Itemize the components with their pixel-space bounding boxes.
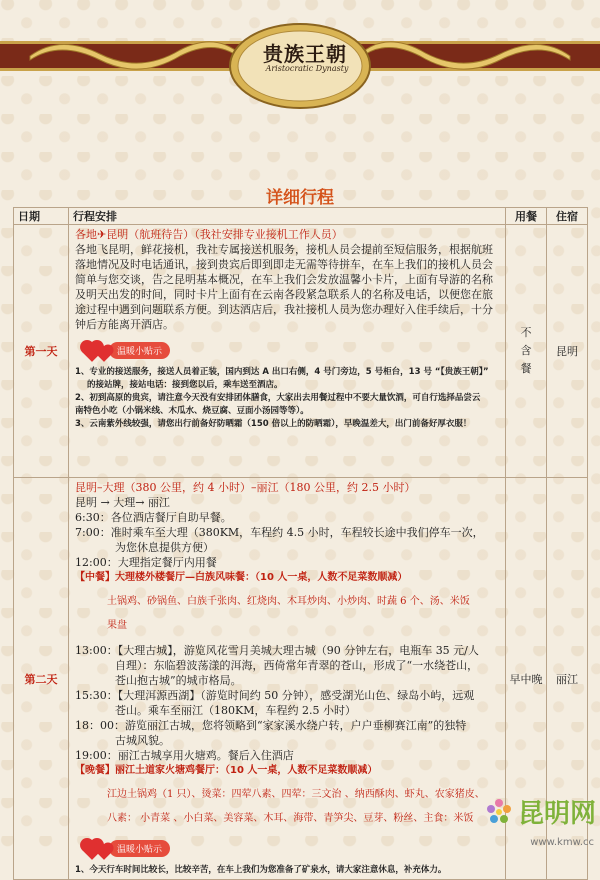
schedule-line: 古城风貌。 bbox=[115, 734, 170, 747]
brand-logo: 贵族王朝 bbox=[263, 42, 347, 66]
header-date: 日期 bbox=[14, 208, 69, 225]
note-line: 南特色小吃（小锅米线、木瓜水、烧豆腐、豆面小汤园等等）。 bbox=[75, 406, 309, 416]
header-plan: 行程安排 bbox=[69, 208, 506, 225]
note-line: 2、初到高原的贵宾，请注意今天没有安排团体膳食，大家出去用餐过程中不要大量饮酒，可自行选择品尝云 bbox=[75, 393, 481, 403]
schedule-line: 自理）：东临碧波荡漾的洱海，西倚常年青翠的苍山，形成了“一水绕苍山， bbox=[115, 659, 479, 672]
day1-hotel: 昆明 bbox=[547, 225, 588, 478]
day1-content bbox=[69, 225, 506, 478]
schedule-line: 为您休息提供方便） bbox=[115, 541, 214, 554]
day1-meal: 不含餐 bbox=[506, 225, 547, 478]
schedule-line: 6:30：各位酒店餐厅自助早餐。 bbox=[75, 511, 232, 524]
day1-description: 各地飞昆明，鲜花接机，我社专属接送机服务，接机人员会提前至短信服务，根据航班落地情况及时电话通讯，接到贵宾后即到即走无需等待拼车，在车上我们的接机人员会简单与您交谈，告之昆明基本概况，在车上我们会发放温馨小卡片，上面有导游的名称及明天出发的时间，同时卡片上面有在云南各段紧急联系人的名称及电话，以便您在旅途过程中遇到问题联系方便。到达酒店后，我社接机人员为您办理好入住手续后，十分钟后方能离开酒店。 bbox=[75, 243, 493, 331]
note-line: 的接站牌，接站电话：接到您以后，乘车送至酒店。 bbox=[87, 380, 283, 390]
itinerary-table bbox=[13, 207, 588, 880]
note-line: 1、今天行车时间比较长，比较辛苦，在车上我们为您准备了矿泉水，请大家注意休息，补充体力。 bbox=[75, 865, 447, 875]
tip-badge: 温暖小贴示 bbox=[109, 840, 170, 857]
schedule-line: 苍山。乘车至丽江（180KM，车程约 2.5 小时） bbox=[115, 704, 356, 717]
schedule-line: 苍山抱古城”的城市格局。 bbox=[115, 674, 242, 687]
header-hotel: 住宿 bbox=[547, 208, 588, 225]
schedule-line: 18：00：游览丽江古城，您将领略到“家家溪水绕户转，户户垂柳赛江南”的独特 bbox=[75, 719, 467, 732]
flower-icon bbox=[484, 797, 514, 827]
day1-route: 各地✈昆明（航班待告）（我社安排专业接机工作人员） bbox=[75, 228, 343, 241]
day1-notes bbox=[75, 366, 501, 431]
watermark-text: 昆明网 bbox=[517, 799, 596, 829]
day2-route-sub: 昆明 → 大理→ 丽江 bbox=[75, 496, 170, 509]
day2-label: 第二天 bbox=[14, 478, 69, 880]
hearts-icon bbox=[75, 836, 113, 860]
table-header-row bbox=[14, 208, 588, 225]
schedule-line: 7:00：准时乘车至大理（380KM，车程约 4.5 小时，车程较长途中我们停车一次， bbox=[75, 526, 484, 539]
day1-row bbox=[14, 225, 588, 478]
day2-hotel: 丽江 bbox=[547, 478, 588, 880]
day2-content bbox=[69, 478, 506, 880]
hearts-icon bbox=[75, 338, 113, 362]
day2-meal: 早中晚 bbox=[506, 478, 547, 880]
lunch-title: 【中餐】大理楼外楼餐厅—白族风味餐：（10 人一桌，人数不足菜数顺减） bbox=[75, 572, 408, 583]
dinner-menu: 八素： 小青菜 、小白菜、美容菜、木耳、海带、青笋尖、豆芽、粉丝、主食：米饭 bbox=[107, 813, 474, 824]
page-title: 详细行程 bbox=[266, 188, 334, 208]
watermark bbox=[484, 793, 596, 830]
day2-notes bbox=[75, 864, 501, 877]
tip-badge: 温暖小贴示 bbox=[109, 342, 170, 359]
header-meal: 用餐 bbox=[506, 208, 547, 225]
schedule-line: 15:30：【大理洱源西湖】（游览时间约 50 分钟），感受湖光山色、绿岛小屿，远观 bbox=[75, 689, 475, 702]
schedule-line: 13:00：【大理古城】，游览风花雪月美城大理古城（90 分钟左右，电瓶车 35 元/人 bbox=[75, 644, 479, 657]
lunch-menu: 土锅鸡、砂锅鱼、白族千张肉、红烧肉、木耳炒肉、小炒肉、时蔬 6 个、汤、米饭 bbox=[107, 596, 470, 607]
day1-label: 第一天 bbox=[14, 225, 69, 478]
day1-tip bbox=[75, 338, 501, 362]
watermark-url: www.kmw.cc bbox=[530, 837, 594, 848]
dinner-title: 【晚餐】丽江土道家火塘鸡餐厅：（10 人一桌，人数不足菜数顺减） bbox=[75, 765, 378, 776]
note-line: 1、专业的接送服务，接送人员着正装，国内到达 A 出口右侧，4 号门旁边，5 号柜台，13 号 “【贵族王朝】” bbox=[75, 367, 489, 377]
schedule-line: 19:00：丽江古城享用火塘鸡。餐后入住酒店 bbox=[75, 749, 294, 762]
brand-subtitle: Aristocratic Dynasty bbox=[265, 64, 349, 73]
dinner-menu: 江边土锅鸡（1 只）、烫菜：四荤八素、四荤：三文治 、纳西酥肉、虾丸、农家猪皮、 bbox=[107, 789, 485, 800]
lunch-menu: 果盘 bbox=[107, 620, 127, 631]
schedule-line: 12:00：大理指定餐厅内用餐 bbox=[75, 556, 217, 569]
note-line: 3、云南紫外线较强，请您出行前备好防晒霜（150 倍以上的防晒霜），早晚温差大，出门前备好厚衣服！ bbox=[75, 419, 472, 429]
day2-tip bbox=[75, 836, 501, 860]
day2-route: 昆明–大理（380 公里，约 4 小时）–丽江（180 公里，约 2.5 小时） bbox=[75, 481, 416, 494]
